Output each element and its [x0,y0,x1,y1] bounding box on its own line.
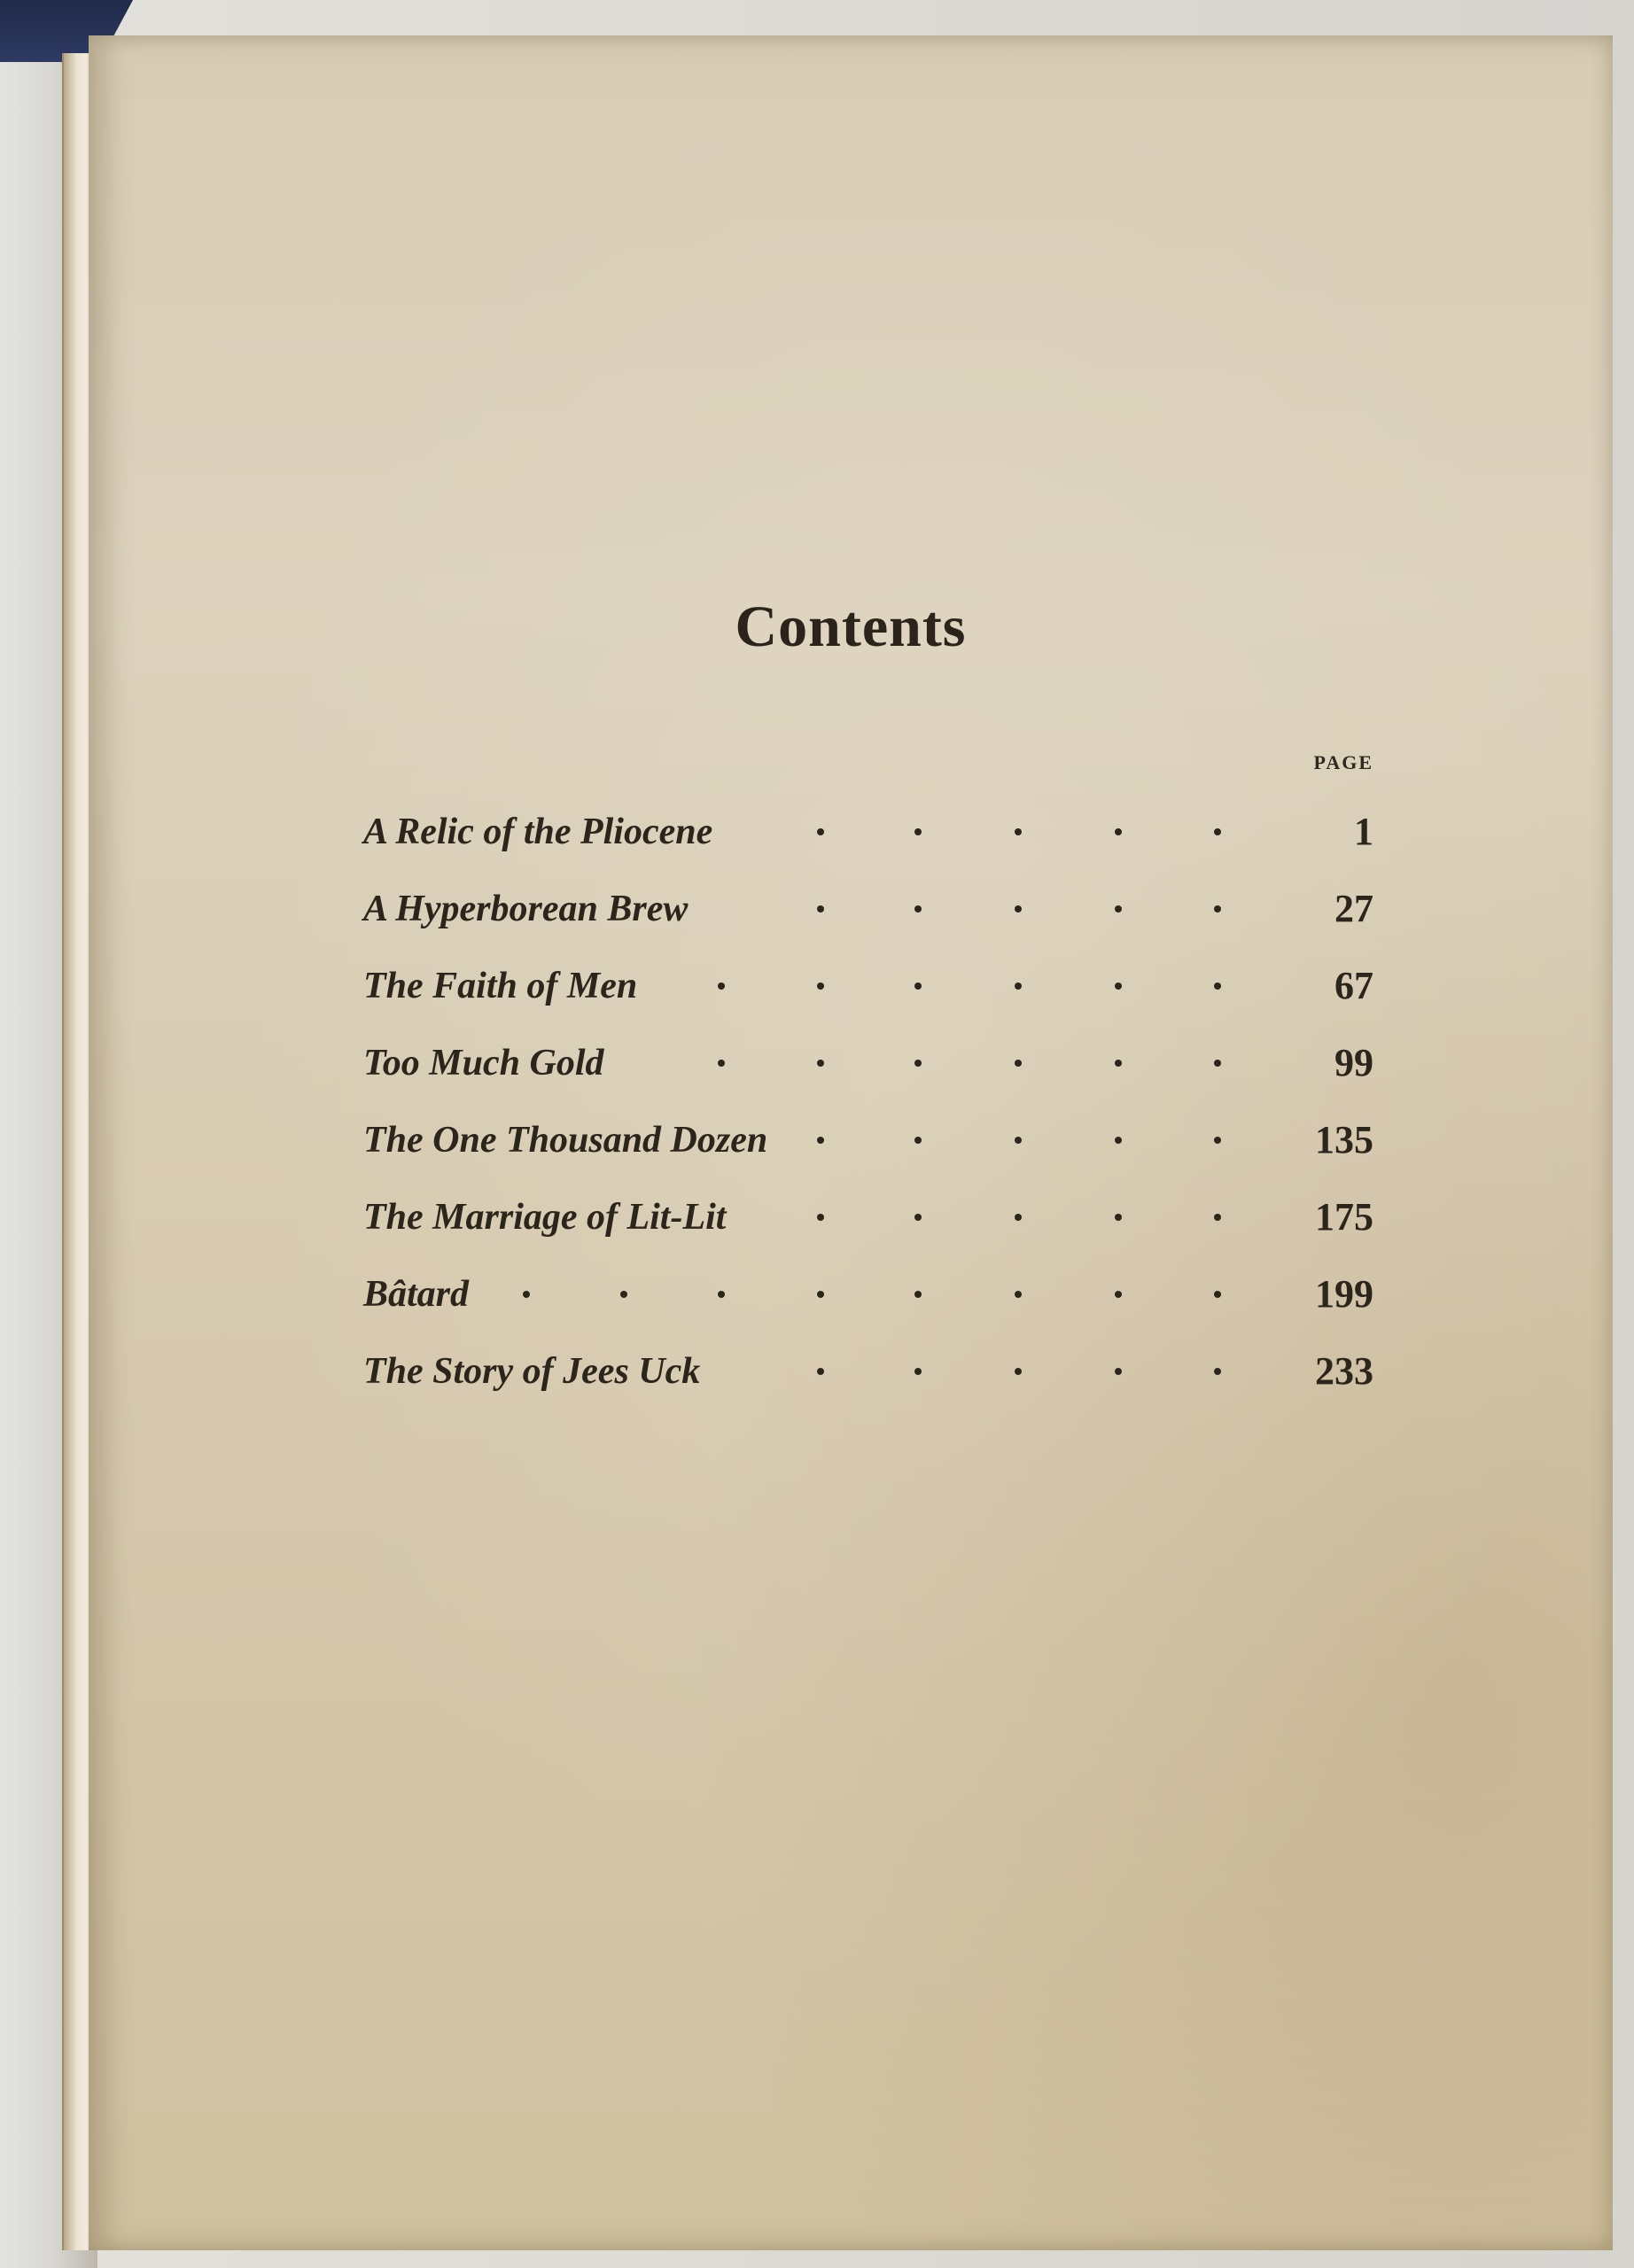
leader-dot [914,983,922,990]
leader-dot [620,1291,627,1298]
toc-entry [363,1101,1373,1178]
toc-entry-page: 27 [1334,887,1373,930]
leader-dot [914,1368,922,1375]
leader-dot [1115,1214,1122,1221]
toc-entry-page: 199 [1315,1272,1373,1316]
leader-dot [718,1060,725,1067]
leader-dot [1015,1291,1022,1298]
toc-entry-title: The Faith of Men [363,965,638,1006]
leader-dot [1015,828,1022,835]
page-column-heading: PAGE [1313,751,1373,773]
page-title: Contents [735,594,967,659]
leader-dot [1214,1291,1221,1298]
toc-entry-page: 1 [1354,810,1373,853]
leader-dot [1115,983,1122,990]
leader-dot [1015,1060,1022,1067]
leader-dot [817,828,824,835]
toc-entry-title: The Marriage of Lit-Lit [363,1196,727,1238]
toc-entry-page: 135 [1315,1118,1373,1161]
toc-entry [363,947,1373,1024]
leader-dot [914,828,922,835]
toc-entry [363,1255,1373,1332]
leader-dot [1214,983,1221,990]
book-page [89,35,1613,2250]
leader-dot [1115,1060,1122,1067]
leader-dot [817,1060,824,1067]
toc-entry-title: A Relic of the Pliocene [363,811,713,852]
toc-entry [363,1024,1373,1101]
toc-entry [363,870,1373,947]
leader-dot [1214,1368,1221,1375]
toc-entry [363,1332,1373,1410]
leader-dot [718,983,725,990]
toc-entry-page: 175 [1315,1195,1373,1239]
leader-dot [1115,905,1122,913]
leader-dot [1015,905,1022,913]
leader-dot [1015,983,1022,990]
leader-dot [914,1137,922,1144]
leader-dot [817,1214,824,1221]
toc-entry-title: A Hyperborean Brew [363,888,689,929]
leader-dot [914,1291,922,1298]
toc-entry [363,1178,1373,1255]
leader-dot [1115,1137,1122,1144]
leader-dot [1214,905,1221,913]
leader-dot [1015,1137,1022,1144]
leader-dot [1115,828,1122,835]
leader-dot [1115,1368,1122,1375]
leader-dot [817,1291,824,1298]
leader-dot [1115,1291,1122,1298]
table-of-contents [363,793,1373,1410]
toc-entry [363,793,1373,870]
leader-dot [914,905,922,913]
toc-entry-title: Too Much Gold [363,1042,604,1084]
leader-dot [914,1060,922,1067]
leader-dot [817,1137,824,1144]
toc-entry-title: The One Thousand Dozen [363,1119,768,1161]
leader-dot [523,1291,530,1298]
leader-dot [1015,1368,1022,1375]
toc-entry-page: 99 [1334,1041,1373,1084]
toc-entry-title: The Story of Jees Uck [363,1350,701,1392]
dot-leaders [363,1255,1373,1332]
leader-dot [817,905,824,913]
toc-entry-title: Bâtard [363,1273,470,1315]
leader-dot [914,1214,922,1221]
leader-dot [817,983,824,990]
leader-dot [1214,1060,1221,1067]
toc-entry-page: 233 [1315,1349,1373,1393]
leader-dot [1214,1137,1221,1144]
leader-dot [1015,1214,1022,1221]
toc-entry-page: 67 [1334,964,1373,1007]
leader-dot [1214,828,1221,835]
leader-dot [1214,1214,1221,1221]
leader-dot [718,1291,725,1298]
leader-dot [817,1368,824,1375]
